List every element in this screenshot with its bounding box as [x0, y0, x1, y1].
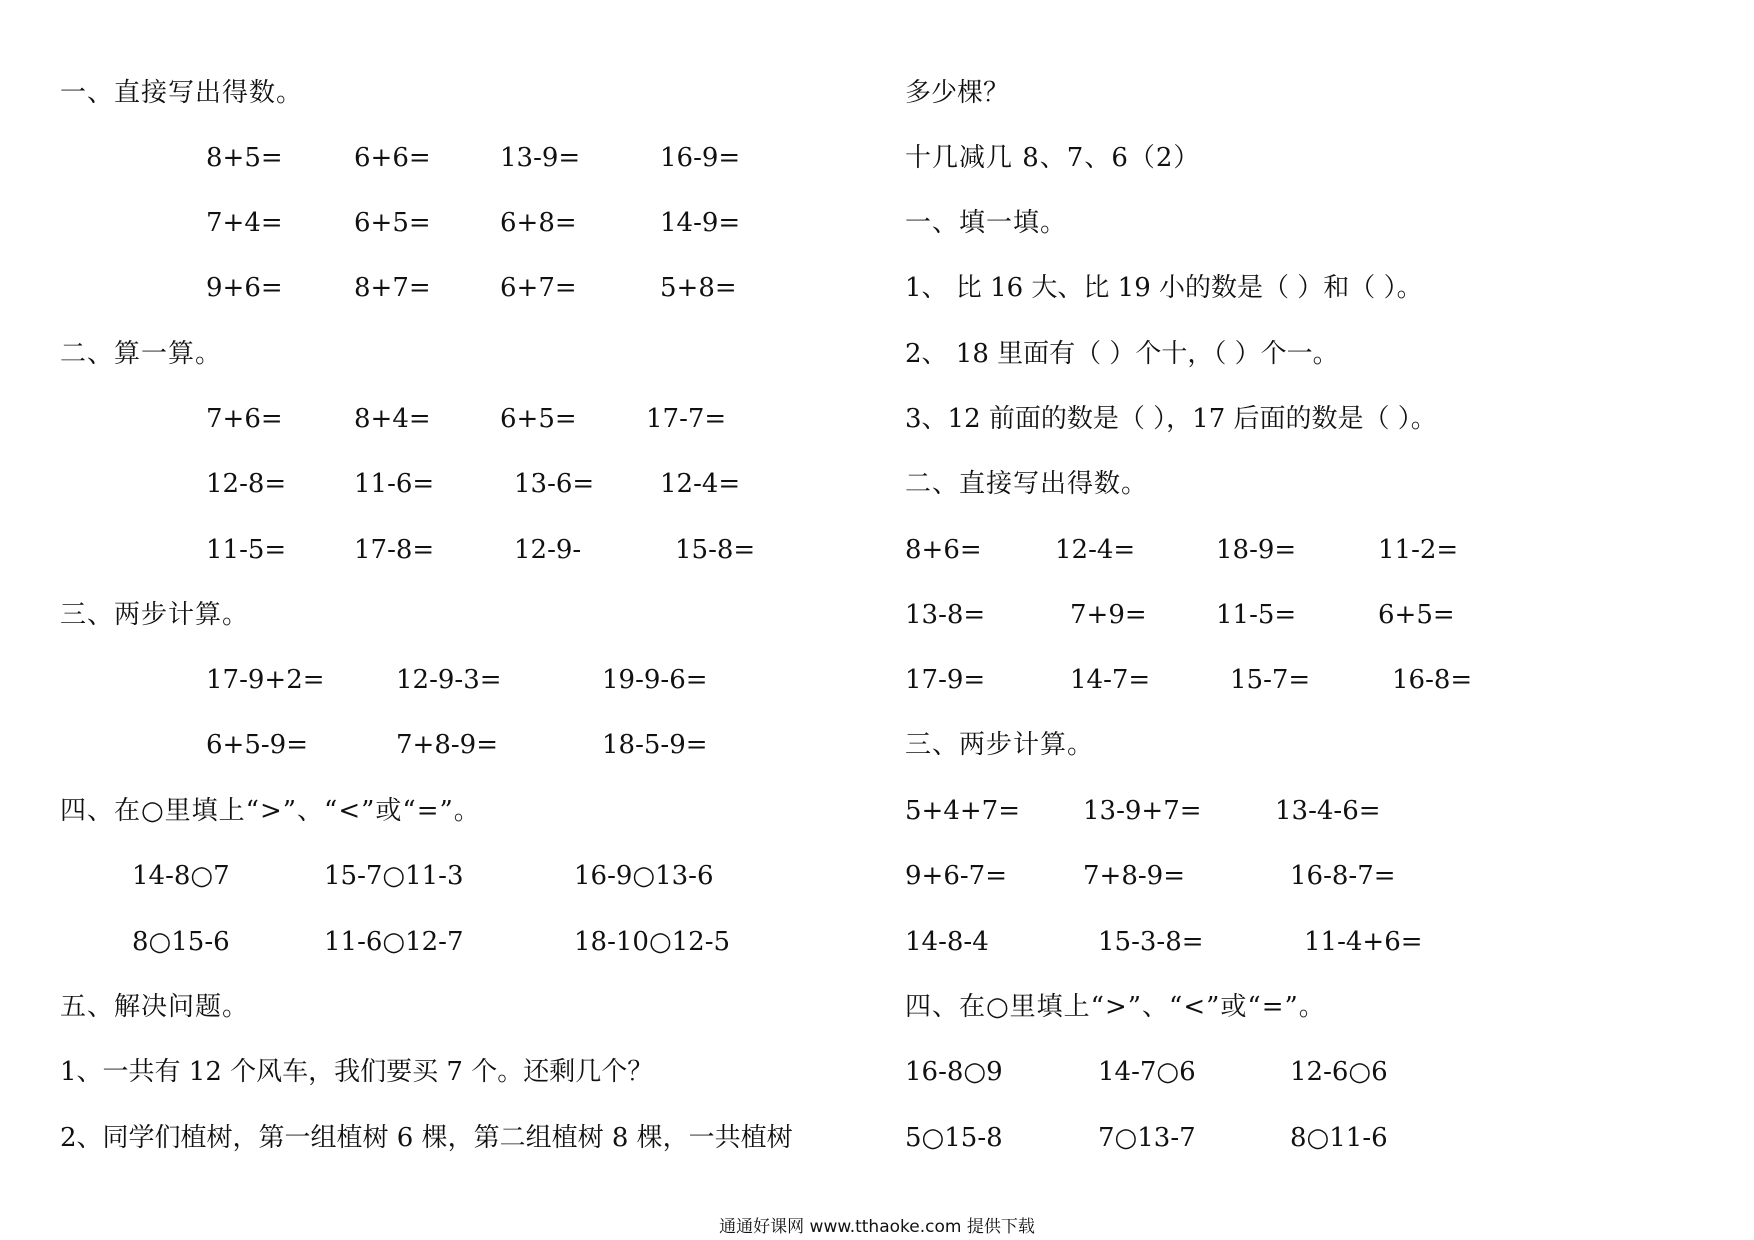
problem: 7+9=: [1070, 600, 1147, 630]
problem: 13-9+7=: [1083, 796, 1202, 826]
problem: 15-7=: [1230, 665, 1311, 695]
problem: 8○11-6: [1290, 1123, 1388, 1153]
problem: 6+7=: [500, 273, 577, 303]
section-title: 一、填一填。: [905, 208, 1068, 238]
problem: 12-8=: [206, 469, 287, 499]
problem: 6+5=: [354, 208, 431, 238]
fill-blank: 1、 比 16 大、比 19 小的数是（ ）和（ ）。: [905, 273, 1423, 303]
problem: 9+6-7=: [905, 861, 1007, 891]
problem: 18-5-9=: [602, 730, 708, 760]
section-title: 四、在○里填上“>”、“<”或“=”。: [60, 796, 481, 826]
problem: 12-6○6: [1290, 1057, 1388, 1087]
problem: 6+5=: [500, 404, 577, 434]
problem: 11-5=: [1216, 600, 1297, 630]
fill-blank: 2、 18 里面有（ ）个十，（ ）个一。: [905, 339, 1339, 369]
section-title: 二、直接写出得数。: [905, 469, 1149, 499]
problem: 5+4+7=: [905, 796, 1020, 826]
problem: 7+4=: [206, 208, 283, 238]
word-problem: 2、同学们植树，第一组植树 6 棵，第二组植树 8 棵，一共植树: [60, 1123, 793, 1153]
section-title: 四、在○里填上“>”、“<”或“=”。: [905, 992, 1326, 1022]
problem: 13-6=: [514, 469, 595, 499]
fill-blank: 3、12 前面的数是（ ），17 后面的数是（ ）。: [905, 404, 1437, 434]
problem: 9+6=: [206, 273, 283, 303]
problem: 13-9=: [500, 143, 581, 173]
problem: 16-9○13-6: [574, 861, 714, 891]
problem: 11-6=: [354, 469, 435, 499]
problem: 13-4-6=: [1275, 796, 1381, 826]
problem: 14-7=: [1070, 665, 1151, 695]
problem: 12-4=: [1055, 535, 1136, 565]
problem: 17-7=: [646, 404, 727, 434]
problem: 8+5=: [206, 143, 283, 173]
problem: 12-9-: [514, 535, 582, 565]
problem: 16-8-7=: [1290, 861, 1396, 891]
problem: 16-8=: [1392, 665, 1473, 695]
problem: 17-8=: [354, 535, 435, 565]
problem: 6+5-9=: [206, 730, 308, 760]
word-problem: 1、一共有 12 个风车，我们要买 7 个。还剩几个？: [60, 1057, 654, 1087]
section-title: 一、直接写出得数。: [60, 78, 304, 108]
footer-credit: 通通好课网 www.tthaoke.com 提供下载: [719, 1217, 1035, 1237]
problem: 15-8=: [675, 535, 756, 565]
problem: 6+5=: [1378, 600, 1455, 630]
problem: 15-7○11-3: [324, 861, 464, 891]
section-title: 五、解决问题。: [60, 992, 250, 1022]
problem: 5○15-8: [905, 1123, 1003, 1153]
word-problem-continuation: 多少棵？: [905, 78, 1010, 108]
section-title: 二、算一算。: [60, 339, 223, 369]
problem: 12-4=: [660, 469, 741, 499]
problem: 8○15-6: [132, 927, 230, 957]
problem: 7+6=: [206, 404, 283, 434]
problem: 8+6=: [905, 535, 982, 565]
problem: 15-3-8=: [1098, 927, 1204, 957]
problem: 11-2=: [1378, 535, 1459, 565]
problem: 7○13-7: [1098, 1123, 1196, 1153]
problem: 11-6○12-7: [324, 927, 464, 957]
problem: 14-8○7: [132, 861, 230, 891]
problem: 14-7○6: [1098, 1057, 1196, 1087]
lesson-title: 十几减几 8、7、6（2）: [905, 143, 1201, 173]
problem: 17-9+2=: [206, 665, 325, 695]
problem: 18-9=: [1216, 535, 1297, 565]
problem: 16-8○9: [905, 1057, 1003, 1087]
problem: 12-9-3=: [396, 665, 502, 695]
section-title: 三、两步计算。: [60, 600, 250, 630]
problem: 6+6=: [354, 143, 431, 173]
problem: 7+8-9=: [1083, 861, 1185, 891]
section-title: 三、两步计算。: [905, 730, 1095, 760]
problem: 8+7=: [354, 273, 431, 303]
problem: 13-8=: [905, 600, 986, 630]
problem: 14-8-4: [905, 927, 989, 957]
problem: 6+8=: [500, 208, 577, 238]
problem: 5+8=: [660, 273, 737, 303]
problem: 19-9-6=: [602, 665, 708, 695]
problem: 7+8-9=: [396, 730, 498, 760]
problem: 11-5=: [206, 535, 287, 565]
problem: 8+4=: [354, 404, 431, 434]
problem: 14-9=: [660, 208, 741, 238]
problem: 11-4+6=: [1304, 927, 1423, 957]
problem: 16-9=: [660, 143, 741, 173]
problem: 18-10○12-5: [574, 927, 731, 957]
problem: 17-9=: [905, 665, 986, 695]
